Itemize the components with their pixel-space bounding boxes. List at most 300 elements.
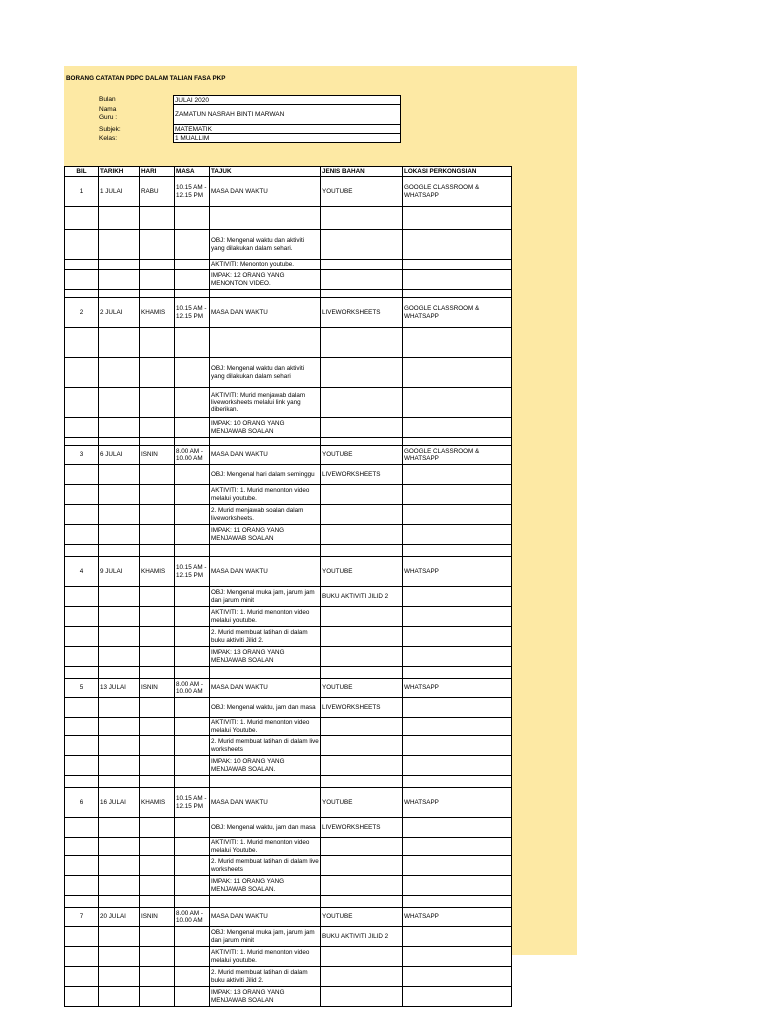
tajuk-detail-cell[interactable]: IMPAK: 13 ORANG YANG MENJAWAB SOALAN	[210, 987, 321, 1007]
jenis-bahan-cell[interactable]	[321, 876, 403, 896]
spacer-cell[interactable]	[140, 290, 175, 298]
spacer-cell[interactable]	[175, 667, 210, 679]
tajuk-detail-cell[interactable]: AKTIVITI: 1. Murid menonton video melalui Youtube.	[210, 718, 321, 736]
bil-cell[interactable]	[65, 987, 99, 1007]
masa-cell[interactable]	[175, 607, 210, 627]
spacer-cell[interactable]	[140, 438, 175, 446]
jenis-bahan-cell[interactable]	[321, 718, 403, 736]
tarikh-cell[interactable]	[99, 207, 140, 230]
masa-cell[interactable]	[175, 927, 210, 947]
bil-cell[interactable]	[65, 856, 99, 876]
bil-cell[interactable]	[65, 876, 99, 896]
lokasi-cell[interactable]: WHATSAPP	[403, 557, 512, 587]
tarikh-cell[interactable]	[99, 856, 140, 876]
jenis-bahan-cell[interactable]: LIVEWORKSHEETS	[321, 465, 403, 485]
bil-cell[interactable]	[65, 756, 99, 776]
masa-cell[interactable]: 10.15 AM - 12.15 PM	[175, 788, 210, 818]
jenis-bahan-cell[interactable]	[321, 260, 403, 270]
tarikh-cell[interactable]	[99, 987, 140, 1007]
masa-cell[interactable]	[175, 485, 210, 505]
masa-cell[interactable]	[175, 876, 210, 896]
hari-cell[interactable]	[140, 230, 175, 260]
tarikh-cell[interactable]	[99, 418, 140, 438]
lokasi-cell[interactable]: GOOGLE CLASSROOM & WHATSAPP	[403, 177, 512, 207]
hari-cell[interactable]: RABU	[140, 177, 175, 207]
jenis-bahan-cell[interactable]	[321, 838, 403, 856]
bil-cell[interactable]: 7	[65, 908, 99, 927]
jenis-bahan-cell[interactable]: LIVEWORKSHEETS	[321, 298, 403, 328]
tarikh-cell[interactable]	[99, 388, 140, 418]
tajuk-detail-cell[interactable]: 2. Murid membuat latihan di dalam buku aktiviti Jilid 2.	[210, 627, 321, 647]
jenis-bahan-cell[interactable]	[321, 607, 403, 627]
bil-cell[interactable]	[65, 838, 99, 856]
masa-cell[interactable]	[175, 838, 210, 856]
lokasi-cell[interactable]: WHATSAPP	[403, 908, 512, 927]
spacer-cell[interactable]	[140, 776, 175, 788]
hari-cell[interactable]: ISNIN	[140, 446, 175, 465]
bulan-field[interactable]: JULAI 2020	[173, 95, 401, 105]
tajuk-detail-cell[interactable]: 2. Murid membuat latihan di dalam live worksheets	[210, 856, 321, 876]
spacer-cell[interactable]	[210, 667, 321, 679]
spacer-cell[interactable]	[99, 776, 140, 788]
spacer-cell[interactable]	[175, 896, 210, 908]
tajuk-detail-cell[interactable]: OBJ: Mengenal hari dalam seminggu	[210, 465, 321, 485]
tarikh-cell[interactable]: 9 JULAI	[99, 557, 140, 587]
bil-cell[interactable]	[65, 270, 99, 290]
tajuk-cell[interactable]: MASA DAN WAKTU	[210, 679, 321, 698]
spacer-cell[interactable]	[321, 776, 403, 788]
tarikh-cell[interactable]	[99, 465, 140, 485]
tajuk-cell[interactable]: MASA DAN WAKTU	[210, 788, 321, 818]
jenis-bahan-cell[interactable]	[321, 647, 403, 667]
masa-cell[interactable]: 10.15 AM - 12.15 PM	[175, 557, 210, 587]
bil-cell[interactable]	[65, 525, 99, 545]
tajuk-detail-cell[interactable]: AKTIVITI: Menonton youtube.	[210, 260, 321, 270]
lokasi-cell[interactable]	[403, 856, 512, 876]
masa-cell[interactable]	[175, 947, 210, 967]
spacer-cell[interactable]	[321, 545, 403, 557]
tajuk-detail-cell[interactable]: IMPAK: 10 ORANG YANG MENJAWAB SOALAN.	[210, 756, 321, 776]
tarikh-cell[interactable]: 6 JULAI	[99, 446, 140, 465]
masa-cell[interactable]	[175, 698, 210, 718]
kelas-label: Kelas:	[99, 135, 118, 142]
lokasi-cell[interactable]	[403, 947, 512, 967]
tarikh-cell[interactable]: 1 JULAI	[99, 177, 140, 207]
tarikh-cell[interactable]	[99, 260, 140, 270]
masa-cell[interactable]	[175, 260, 210, 270]
hari-cell[interactable]	[140, 627, 175, 647]
lokasi-cell[interactable]	[403, 485, 512, 505]
hari-cell[interactable]	[140, 260, 175, 270]
bil-cell[interactable]: 1	[65, 177, 99, 207]
spacer-cell[interactable]	[99, 438, 140, 446]
spacer-cell[interactable]	[210, 438, 321, 446]
tajuk-detail-cell[interactable]: OBJ: Mengenal muka jam, jarum jam dan jarum minit	[210, 927, 321, 947]
spacer-cell[interactable]	[403, 545, 512, 557]
masa-cell[interactable]	[175, 587, 210, 607]
masa-cell[interactable]: 8.00 AM - 10.00 AM	[175, 679, 210, 698]
lokasi-cell[interactable]	[403, 260, 512, 270]
lokasi-cell[interactable]	[403, 987, 512, 1007]
jenis-bahan-cell[interactable]	[321, 947, 403, 967]
masa-cell[interactable]	[175, 388, 210, 418]
spacer-cell[interactable]	[99, 896, 140, 908]
bil-cell[interactable]	[65, 465, 99, 485]
jenis-bahan-cell[interactable]	[321, 485, 403, 505]
lokasi-cell[interactable]	[403, 230, 512, 260]
masa-cell[interactable]	[175, 358, 210, 388]
jenis-bahan-cell[interactable]: YOUTUBE	[321, 446, 403, 465]
tajuk-cell[interactable]: MASA DAN WAKTU	[210, 446, 321, 465]
tarikh-cell[interactable]	[99, 947, 140, 967]
masa-cell[interactable]	[175, 207, 210, 230]
jenis-bahan-cell[interactable]	[321, 736, 403, 756]
jenis-bahan-cell[interactable]	[321, 328, 403, 358]
lokasi-cell[interactable]	[403, 967, 512, 987]
bil-cell[interactable]	[65, 818, 99, 838]
bil-cell[interactable]	[65, 736, 99, 756]
masa-cell[interactable]	[175, 756, 210, 776]
hari-cell[interactable]: KHAMIS	[140, 298, 175, 328]
hari-cell[interactable]	[140, 358, 175, 388]
hari-cell[interactable]	[140, 987, 175, 1007]
nama-guru-field[interactable]: ZAMATUN NASRAH BINTI MARWAN	[173, 104, 401, 125]
bil-cell[interactable]	[65, 927, 99, 947]
tarikh-cell[interactable]	[99, 230, 140, 260]
spacer-cell[interactable]	[65, 776, 99, 788]
hari-cell[interactable]	[140, 927, 175, 947]
lokasi-cell[interactable]	[403, 388, 512, 418]
jenis-bahan-cell[interactable]	[321, 505, 403, 525]
jenis-bahan-cell[interactable]	[321, 987, 403, 1007]
spacer-cell[interactable]	[321, 290, 403, 298]
hari-cell[interactable]: KHAMIS	[140, 788, 175, 818]
masa-cell[interactable]	[175, 967, 210, 987]
masa-cell[interactable]: 10.15 AM - 12.15 PM	[175, 298, 210, 328]
masa-cell[interactable]: 8.00 AM - 10.00 AM	[175, 446, 210, 465]
masa-cell[interactable]	[175, 270, 210, 290]
bil-cell[interactable]	[65, 607, 99, 627]
tajuk-detail-cell[interactable]: OBJ: Mengenal waktu, jam dan masa	[210, 698, 321, 718]
table-row-entry-1	[65, 177, 512, 207]
bil-cell[interactable]	[65, 967, 99, 987]
tajuk-detail-cell[interactable]: IMPAK: 13 ORANG YANG MENJAWAB SOALAN	[210, 647, 321, 667]
jenis-bahan-cell[interactable]	[321, 627, 403, 647]
tarikh-cell[interactable]	[99, 647, 140, 667]
tajuk-detail-cell[interactable]: AKTIVITI: Murid menjawab dalam liveworksheets melalui link yang diberikan.	[210, 388, 321, 418]
jenis-bahan-cell[interactable]: LIVEWORKSHEETS	[321, 818, 403, 838]
jenis-bahan-cell[interactable]: BUKU AKTIVITI JILID 2	[321, 587, 403, 607]
tarikh-cell[interactable]	[99, 718, 140, 736]
table-row-detail	[65, 607, 512, 627]
spacer-cell[interactable]	[403, 438, 512, 446]
lokasi-cell[interactable]: GOOGLE CLASSROOM & WHATSAPP	[403, 446, 512, 465]
bil-cell[interactable]	[65, 485, 99, 505]
jenis-bahan-cell[interactable]	[321, 388, 403, 418]
tajuk-detail-cell[interactable]: AKTIVITI: 1. Murid menonton video melalui Youtube.	[210, 838, 321, 856]
lokasi-cell[interactable]	[403, 587, 512, 607]
tarikh-cell[interactable]	[99, 505, 140, 525]
lokasi-cell[interactable]	[403, 876, 512, 896]
jenis-bahan-cell[interactable]: YOUTUBE	[321, 177, 403, 207]
tarikh-cell[interactable]: 13 JULAI	[99, 679, 140, 698]
jenis-bahan-cell[interactable]: YOUTUBE	[321, 788, 403, 818]
masa-cell[interactable]: 8.00 AM - 10.00 AM	[175, 908, 210, 927]
lokasi-cell[interactable]	[403, 607, 512, 627]
spacer-cell[interactable]	[210, 896, 321, 908]
masa-cell[interactable]	[175, 525, 210, 545]
tajuk-detail-cell[interactable]: OBJ: Mengenal waktu dan aktiviti yang dilakukan dalam sehari.	[210, 230, 321, 260]
tarikh-cell[interactable]	[99, 627, 140, 647]
spacer-cell[interactable]	[175, 776, 210, 788]
spacer-cell[interactable]	[65, 667, 99, 679]
bil-cell[interactable]	[65, 207, 99, 230]
header-tarikh: TARIKH	[99, 167, 140, 177]
bil-cell[interactable]: 6	[65, 788, 99, 818]
bil-cell[interactable]	[65, 627, 99, 647]
spacer-cell[interactable]	[140, 896, 175, 908]
tarikh-cell[interactable]	[99, 485, 140, 505]
masa-cell[interactable]	[175, 627, 210, 647]
tajuk-detail-cell[interactable]	[210, 207, 321, 230]
lokasi-cell[interactable]	[403, 358, 512, 388]
lokasi-cell[interactable]	[403, 647, 512, 667]
lokasi-cell[interactable]	[403, 927, 512, 947]
tarikh-cell[interactable]	[99, 818, 140, 838]
tajuk-cell[interactable]: MASA DAN WAKTU	[210, 177, 321, 207]
jenis-bahan-cell[interactable]	[321, 270, 403, 290]
spacer-cell[interactable]	[321, 667, 403, 679]
tajuk-cell[interactable]: MASA DAN WAKTU	[210, 908, 321, 927]
spacer-cell[interactable]	[403, 667, 512, 679]
lokasi-cell[interactable]	[403, 838, 512, 856]
bil-cell[interactable]	[65, 587, 99, 607]
hari-cell[interactable]: ISNIN	[140, 908, 175, 927]
hari-cell[interactable]	[140, 388, 175, 418]
masa-cell[interactable]	[175, 328, 210, 358]
masa-cell[interactable]	[175, 418, 210, 438]
lokasi-cell[interactable]	[403, 418, 512, 438]
spacer-cell[interactable]	[210, 290, 321, 298]
hari-cell[interactable]: ISNIN	[140, 679, 175, 698]
hari-cell[interactable]	[140, 947, 175, 967]
lokasi-cell[interactable]	[403, 736, 512, 756]
lokasi-cell[interactable]: GOOGLE CLASSROOM & WHATSAPP	[403, 298, 512, 328]
tajuk-detail-cell[interactable]: 2. Murid menjawab soalan dalam liveworksheets.	[210, 505, 321, 525]
masa-cell[interactable]	[175, 718, 210, 736]
jenis-bahan-cell[interactable]	[321, 967, 403, 987]
jenis-bahan-cell[interactable]	[321, 207, 403, 230]
bil-cell[interactable]	[65, 328, 99, 358]
kelas-field[interactable]: 1 MUALLIM	[173, 133, 401, 143]
lokasi-cell[interactable]	[403, 270, 512, 290]
tajuk-detail-cell[interactable]	[210, 328, 321, 358]
tajuk-detail-cell[interactable]: OBJ: Mengenal waktu, jam dan masa	[210, 818, 321, 838]
tajuk-detail-cell[interactable]: OBJ: Mengenal waktu dan aktiviti yang dilakukan dalam sehari	[210, 358, 321, 388]
jenis-bahan-cell[interactable]	[321, 418, 403, 438]
lokasi-cell[interactable]: WHATSAPP	[403, 679, 512, 698]
lokasi-cell[interactable]	[403, 465, 512, 485]
tajuk-cell[interactable]: MASA DAN WAKTU	[210, 298, 321, 328]
tajuk-detail-cell[interactable]: OBJ: Mengenal muka jam, jarum jam dan jarum minit	[210, 587, 321, 607]
table-row-detail	[65, 328, 512, 358]
bil-cell[interactable]	[65, 230, 99, 260]
lokasi-cell[interactable]	[403, 818, 512, 838]
tarikh-cell[interactable]	[99, 838, 140, 856]
tarikh-cell[interactable]: 2 JULAI	[99, 298, 140, 328]
lokasi-cell[interactable]	[403, 718, 512, 736]
masa-cell[interactable]	[175, 856, 210, 876]
spacer-cell[interactable]	[99, 545, 140, 557]
tajuk-cell[interactable]: MASA DAN WAKTU	[210, 557, 321, 587]
hari-cell[interactable]	[140, 756, 175, 776]
tarikh-cell[interactable]: 16 JULAI	[99, 788, 140, 818]
bil-cell[interactable]	[65, 418, 99, 438]
bil-cell[interactable]	[65, 698, 99, 718]
subjek-field[interactable]: MATEMATIK	[173, 124, 401, 134]
hari-cell[interactable]	[140, 418, 175, 438]
masa-cell[interactable]	[175, 230, 210, 260]
tarikh-cell[interactable]	[99, 927, 140, 947]
hari-cell[interactable]	[140, 838, 175, 856]
hari-cell[interactable]	[140, 967, 175, 987]
tarikh-cell[interactable]	[99, 607, 140, 627]
tajuk-detail-cell[interactable]: IMPAK: 11 ORANG YANG MENJAWAB SOALAN.	[210, 876, 321, 896]
table-row-detail	[65, 358, 512, 388]
hari-cell[interactable]	[140, 485, 175, 505]
bil-cell[interactable]: 4	[65, 557, 99, 587]
spacer-cell[interactable]	[175, 545, 210, 557]
tajuk-detail-cell[interactable]: AKTIVITI: 1. Murid menonton video melalui youtube.	[210, 607, 321, 627]
tajuk-detail-cell[interactable]: IMPAK: 12 ORANG YANG MENONTON VIDEO.	[210, 270, 321, 290]
masa-cell[interactable]	[175, 465, 210, 485]
spacer-cell[interactable]	[403, 896, 512, 908]
masa-cell[interactable]	[175, 647, 210, 667]
lokasi-cell[interactable]	[403, 328, 512, 358]
masa-cell[interactable]	[175, 818, 210, 838]
tajuk-detail-cell[interactable]: 2. Murid membuat latihan di dalam buku aktiviti Jilid 2.	[210, 967, 321, 987]
spacer-cell[interactable]	[210, 776, 321, 788]
jenis-bahan-cell[interactable]	[321, 756, 403, 776]
bil-cell[interactable]: 3	[65, 446, 99, 465]
hari-cell[interactable]	[140, 736, 175, 756]
spacer-cell[interactable]	[403, 290, 512, 298]
hari-cell[interactable]	[140, 207, 175, 230]
tarikh-cell[interactable]	[99, 358, 140, 388]
masa-cell[interactable]	[175, 505, 210, 525]
lokasi-cell[interactable]	[403, 505, 512, 525]
hari-cell[interactable]	[140, 505, 175, 525]
hari-cell[interactable]	[140, 698, 175, 718]
spacer-cell[interactable]	[65, 438, 99, 446]
spacer-cell[interactable]	[99, 667, 140, 679]
bil-cell[interactable]	[65, 947, 99, 967]
spacer-cell[interactable]	[65, 290, 99, 298]
hari-cell[interactable]	[140, 856, 175, 876]
hari-cell[interactable]: KHAMIS	[140, 557, 175, 587]
tarikh-cell[interactable]	[99, 698, 140, 718]
bil-cell[interactable]	[65, 647, 99, 667]
tarikh-cell[interactable]	[99, 525, 140, 545]
spacer-cell[interactable]	[321, 438, 403, 446]
bil-cell[interactable]	[65, 358, 99, 388]
jenis-bahan-cell[interactable]	[321, 230, 403, 260]
lokasi-cell[interactable]: WHATSAPP	[403, 788, 512, 818]
hari-cell[interactable]	[140, 587, 175, 607]
spacer-cell[interactable]	[210, 545, 321, 557]
jenis-bahan-cell[interactable]	[321, 856, 403, 876]
hari-cell[interactable]	[140, 525, 175, 545]
jenis-bahan-cell[interactable]: YOUTUBE	[321, 679, 403, 698]
hari-cell[interactable]	[140, 876, 175, 896]
tajuk-detail-cell[interactable]: AKTIVITI: 1. Murid menonton video melalui youtube.	[210, 485, 321, 505]
bil-cell[interactable]: 5	[65, 679, 99, 698]
hari-cell[interactable]	[140, 607, 175, 627]
bil-cell[interactable]: 2	[65, 298, 99, 328]
spacer-cell[interactable]	[140, 667, 175, 679]
header-tajuk: TAJUK	[210, 167, 321, 177]
masa-cell[interactable]	[175, 987, 210, 1007]
jenis-bahan-cell[interactable]	[321, 525, 403, 545]
jenis-bahan-cell[interactable]: YOUTUBE	[321, 908, 403, 927]
tajuk-detail-cell[interactable]: AKTIVITI: 1. Murid menonton video melalui youtube.	[210, 947, 321, 967]
tajuk-detail-cell[interactable]: 2. Murid membuat latihan di dalam live worksheets	[210, 736, 321, 756]
tarikh-cell[interactable]	[99, 587, 140, 607]
lokasi-cell[interactable]	[403, 756, 512, 776]
tarikh-cell[interactable]	[99, 328, 140, 358]
hari-cell[interactable]	[140, 270, 175, 290]
hari-cell[interactable]	[140, 818, 175, 838]
tajuk-detail-cell[interactable]: IMPAK: 10 ORANG YANG MENJAWAB SOALAN	[210, 418, 321, 438]
tarikh-cell[interactable]	[99, 756, 140, 776]
spacer-cell[interactable]	[65, 545, 99, 557]
spacer-cell[interactable]	[175, 290, 210, 298]
tarikh-cell[interactable]	[99, 967, 140, 987]
masa-cell[interactable]	[175, 736, 210, 756]
lokasi-cell[interactable]	[403, 525, 512, 545]
jenis-bahan-cell[interactable]	[321, 358, 403, 388]
spacer-cell[interactable]	[99, 290, 140, 298]
spacer-cell[interactable]	[403, 776, 512, 788]
tarikh-cell[interactable]: 20 JULAI	[99, 908, 140, 927]
jenis-bahan-cell[interactable]: LIVEWORKSHEETS	[321, 698, 403, 718]
hari-cell[interactable]	[140, 647, 175, 667]
jenis-bahan-cell[interactable]: BUKU AKTIVITI JILID 2	[321, 927, 403, 947]
spacer-cell[interactable]	[321, 896, 403, 908]
spacer-cell[interactable]	[175, 438, 210, 446]
spacer-cell[interactable]	[140, 545, 175, 557]
bil-cell[interactable]	[65, 718, 99, 736]
hari-cell[interactable]	[140, 718, 175, 736]
hari-cell[interactable]	[140, 328, 175, 358]
lokasi-cell[interactable]	[403, 698, 512, 718]
bil-cell[interactable]	[65, 260, 99, 270]
spacer-cell[interactable]	[65, 896, 99, 908]
bil-cell[interactable]	[65, 505, 99, 525]
tarikh-cell[interactable]	[99, 270, 140, 290]
hari-cell[interactable]	[140, 465, 175, 485]
tarikh-cell[interactable]	[99, 876, 140, 896]
masa-cell[interactable]: 10.15 AM - 12.15 PM	[175, 177, 210, 207]
tajuk-detail-cell[interactable]: IMPAK: 11 ORANG YANG MENJAWAB SOALAN	[210, 525, 321, 545]
tarikh-cell[interactable]	[99, 736, 140, 756]
jenis-bahan-cell[interactable]: YOUTUBE	[321, 557, 403, 587]
table-row-spacer	[65, 896, 512, 908]
lokasi-cell[interactable]	[403, 627, 512, 647]
lokasi-cell[interactable]	[403, 207, 512, 230]
bil-cell[interactable]	[65, 388, 99, 418]
table-row-detail	[65, 876, 512, 896]
